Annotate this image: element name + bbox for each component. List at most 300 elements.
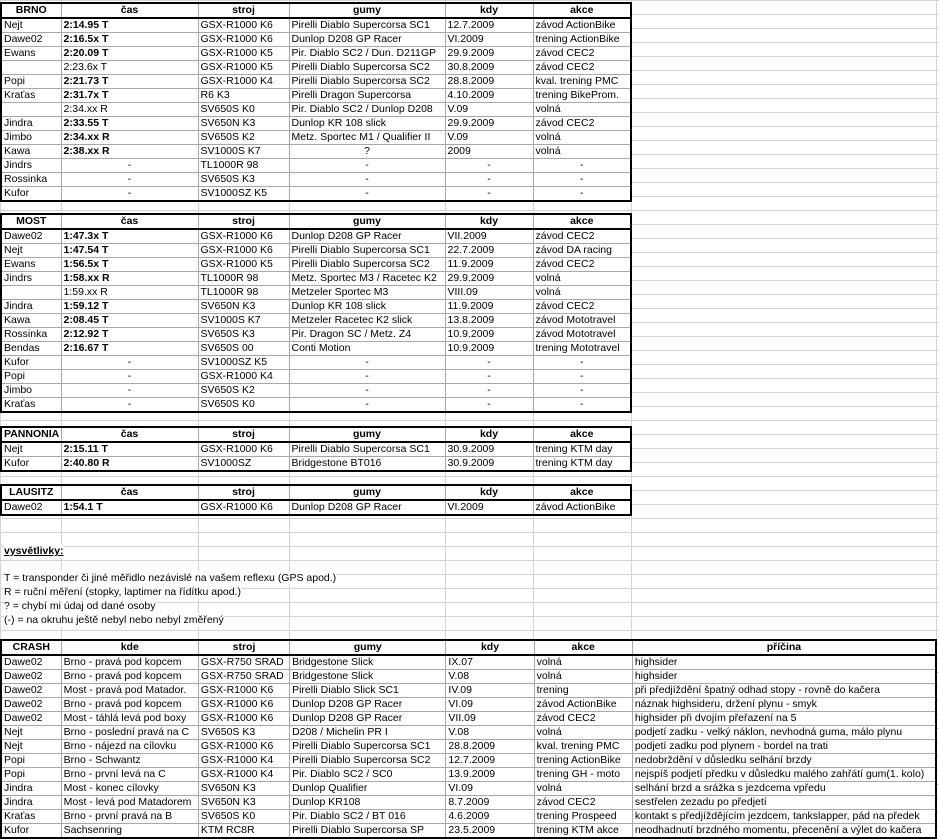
table-cell[interactable]: Bridgestone Slick	[290, 655, 446, 670]
table-cell[interactable]: -	[289, 370, 445, 384]
table-cell[interactable]: 22.7.2009	[445, 244, 533, 258]
table-cell[interactable]: 2:16.5x T	[61, 33, 198, 47]
table-cell[interactable]: V.08	[446, 726, 534, 740]
table-cell[interactable]: Bridgestone BT016	[289, 457, 445, 472]
table-cell[interactable]: Dunlop Qualifier	[290, 782, 446, 796]
table-cell[interactable]: volná	[533, 103, 631, 117]
table-cell[interactable]: Dunlop KR108	[290, 796, 446, 810]
table-cell[interactable]: Pirelli Diablo Supercorsa SC2	[289, 75, 445, 89]
table-cell[interactable]: Dunlop D208 GP Racer	[289, 229, 445, 244]
crash-header-cell[interactable]: kdy	[446, 640, 534, 655]
table-cell[interactable]	[1, 103, 61, 117]
table-cell[interactable]: Jindra	[1, 782, 61, 796]
table-cell[interactable]: Bridgestone Slick	[290, 670, 446, 684]
table-cell[interactable]: závod DA racing	[533, 244, 631, 258]
table-cell[interactable]: závod CEC2	[534, 796, 632, 810]
table-cell[interactable]: Dunlop KR 108 slick	[289, 300, 445, 314]
table-cell[interactable]: Brno - první pravá na B	[61, 810, 198, 824]
table-cell[interactable]: Jindrs	[1, 159, 61, 173]
table-cell[interactable]: trening KTM day	[533, 457, 631, 472]
table-cell[interactable]: -	[61, 356, 198, 370]
crash-header-cell[interactable]: stroj	[198, 640, 289, 655]
table-cell[interactable]: Kufor	[1, 356, 61, 370]
most-header-cell[interactable]: akce	[533, 214, 631, 229]
table-cell[interactable]: 13.9.2009	[446, 768, 534, 782]
table-cell[interactable]: -	[445, 159, 533, 173]
table-cell[interactable]: Nejt	[1, 244, 61, 258]
table-cell[interactable]: GSX-R1000 K5	[198, 61, 289, 75]
table-cell[interactable]: Most - levá pod Matadorem	[61, 796, 198, 810]
table-cell[interactable]: 8.7.2009	[446, 796, 534, 810]
brno-header-cell[interactable]: stroj	[198, 3, 289, 18]
table-cell[interactable]: -	[533, 384, 631, 398]
table-cell[interactable]: 1:59.12 T	[61, 300, 198, 314]
table-cell[interactable]: selhání brzd a srážka s jezdcema vpředu	[632, 782, 936, 796]
table-cell[interactable]: 30.9.2009	[445, 442, 533, 457]
table-cell[interactable]: Pirelli Diablo Supercorsa SC1	[289, 18, 445, 33]
table-cell[interactable]: Brno - první levá na C	[61, 768, 198, 782]
table-cell[interactable]: 13.8.2009	[445, 314, 533, 328]
table-cell[interactable]: Kawa	[1, 145, 61, 159]
table-cell[interactable]: Metz. Sportec M3 / Racetec K2	[289, 272, 445, 286]
table-cell[interactable]: GSX-R1000 K5	[198, 258, 289, 272]
most-header-cell[interactable]: MOST	[1, 214, 61, 229]
table-cell[interactable]: Pirelli Diablo Supercorsa SC2	[289, 61, 445, 75]
lausitz-header-cell[interactable]: čas	[61, 485, 198, 500]
brno-header-cell[interactable]: BRNO	[1, 3, 61, 18]
table-cell[interactable]: Metzeler Racetec K2 slick	[289, 314, 445, 328]
table-cell[interactable]: Nejt	[1, 18, 61, 33]
table-row	[1, 698, 936, 712]
table-cell[interactable]: Jimbo	[1, 384, 61, 398]
table-cell[interactable]: 11.9.2009	[445, 258, 533, 272]
table-cell[interactable]: Dawe02	[1, 500, 61, 515]
table-cell[interactable]: -	[61, 384, 198, 398]
table-cell[interactable]: GSX-R1000 K6	[198, 244, 289, 258]
table-cell[interactable]: ?	[289, 145, 445, 159]
table-cell[interactable]: Nejt	[1, 442, 61, 457]
table-cell[interactable]: Dawe02	[1, 712, 61, 726]
lausitz-header-cell[interactable]: gumy	[289, 485, 445, 500]
pannonia-header-cell[interactable]: gumy	[289, 427, 445, 442]
table-cell[interactable]: Metzeler Sportec M3	[289, 286, 445, 300]
table-cell[interactable]: -	[445, 370, 533, 384]
table-cell[interactable]: 1:47.54 T	[61, 244, 198, 258]
table-cell[interactable]: -	[289, 187, 445, 202]
table-cell[interactable]: -	[533, 159, 631, 173]
table-cell[interactable]: SV650S K3	[198, 726, 289, 740]
brno-header-cell[interactable]: gumy	[289, 3, 445, 18]
table-cell[interactable]: Dawe02	[1, 229, 61, 244]
table-cell[interactable]	[1, 286, 61, 300]
table-cell[interactable]: trening BikeProm.	[533, 89, 631, 103]
table-cell[interactable]: 11.9.2009	[445, 300, 533, 314]
table-cell[interactable]: 2:21.73 T	[61, 75, 198, 89]
table-cell[interactable]: GSX-R1000 K4	[198, 75, 289, 89]
table-cell[interactable]: Ewans	[1, 258, 61, 272]
table-cell[interactable]: Nejt	[1, 740, 61, 754]
table-cell[interactable]: Conti Motion	[289, 342, 445, 356]
table-cell[interactable]: trening Prospeed	[534, 810, 632, 824]
table-cell[interactable]: 2:12.92 T	[61, 328, 198, 342]
table-cell[interactable]: -	[445, 187, 533, 202]
table-cell[interactable]: Most - konec cílovky	[61, 782, 198, 796]
table-cell[interactable]: 10.9.2009	[445, 342, 533, 356]
table-cell[interactable]: podjetí zadku - velký náklon, nevhodná guma, málo plynu	[632, 726, 936, 740]
table-cell[interactable]: SV650S K2	[198, 384, 289, 398]
table-cell[interactable]: IX.07	[446, 655, 534, 670]
pannonia-header-cell[interactable]: kdy	[445, 427, 533, 442]
table-cell[interactable]: Rossinka	[1, 173, 61, 187]
table-cell[interactable]: závod Mototravel	[533, 314, 631, 328]
table-cell[interactable]: GSX-R1000 K5	[198, 47, 289, 61]
table-cell[interactable]: 30.9.2009	[445, 457, 533, 472]
table-cell[interactable]: GSX-R1000 K4	[198, 754, 289, 768]
table-cell[interactable]: závod CEC2	[533, 47, 631, 61]
table-cell[interactable]: volná	[533, 131, 631, 145]
table-cell[interactable]: SV650S K3	[198, 173, 289, 187]
crash-header-cell[interactable]: CRASH	[1, 640, 61, 655]
table-cell[interactable]: GSX-R1000 K6	[198, 698, 289, 712]
table-cell[interactable]: GSX-R1000 K6	[198, 500, 289, 515]
table-cell[interactable]: -	[445, 173, 533, 187]
table-cell[interactable]: volná	[533, 272, 631, 286]
table-cell[interactable]: 1:59.xx R	[61, 286, 198, 300]
table-cell[interactable]: GSX-R750 SRAD	[198, 655, 289, 670]
table-cell[interactable]: 29.9.2009	[445, 47, 533, 61]
table-cell[interactable]: trening ActionBike	[533, 33, 631, 47]
table-cell[interactable]: V.08	[446, 670, 534, 684]
table-cell[interactable]: volná	[533, 145, 631, 159]
table-cell[interactable]: Dawe02	[1, 33, 61, 47]
table-cell[interactable]: Pir. Diablo SC2 / SC0	[290, 768, 446, 782]
table-cell[interactable]: sestřelen zezadu po předjetí	[632, 796, 936, 810]
brno-header-cell[interactable]: čas	[61, 3, 198, 18]
table-cell[interactable]: -	[289, 398, 445, 413]
crash-header-cell[interactable]: akce	[534, 640, 632, 655]
table-cell[interactable]: Popi	[1, 370, 61, 384]
table-cell[interactable]: 1:47.3x T	[61, 229, 198, 244]
table-cell[interactable]: závod Mototravel	[533, 328, 631, 342]
pannonia-header-cell[interactable]: stroj	[198, 427, 289, 442]
table-cell[interactable]: highsider	[632, 655, 936, 670]
table-cell[interactable]: 2:23.6x T	[61, 61, 198, 75]
table-cell[interactable]: Pir. Diablo SC2 / Dun. D211GP	[289, 47, 445, 61]
table-cell[interactable]: Pirelli Diablo Slick SC1	[290, 684, 446, 698]
most-header-cell[interactable]: stroj	[198, 214, 289, 229]
table-cell[interactable]: Pirelli Diablo Supercorsa SC2	[290, 754, 446, 768]
table-cell[interactable]: V.09	[445, 103, 533, 117]
crash-header-cell[interactable]: gumy	[290, 640, 446, 655]
table-cell[interactable]: závod ActionBike	[533, 18, 631, 33]
table-cell[interactable]: -	[289, 356, 445, 370]
table-cell[interactable]: Pir. Diablo SC2 / BT 016	[290, 810, 446, 824]
table-cell[interactable]: GSX-R1000 K6	[198, 712, 289, 726]
table-cell[interactable]: volná	[534, 670, 632, 684]
table-cell[interactable]: Sachsenring	[61, 824, 198, 839]
table-cell[interactable]: -	[61, 370, 198, 384]
table-cell[interactable]: VI.09	[446, 698, 534, 712]
table-cell[interactable]: 4.6.2009	[446, 810, 534, 824]
lausitz-header-cell[interactable]: kdy	[445, 485, 533, 500]
table-cell[interactable]: Nejt	[1, 726, 61, 740]
table-cell[interactable]: 10.9.2009	[445, 328, 533, 342]
table-cell[interactable]: Pirelli Diablo Supercorsa SC1	[289, 442, 445, 457]
table-cell[interactable]: Most - pravá pod Matador.	[61, 684, 198, 698]
table-cell[interactable]: SV650S K0	[198, 810, 289, 824]
table-cell[interactable]: Dunlop D208 GP Racer	[290, 698, 446, 712]
table-cell[interactable]: trening KTM akce	[534, 824, 632, 839]
table-cell[interactable]: GSX-R1000 K6	[198, 229, 289, 244]
table-cell[interactable]: neodhadnutí brzdného momentu, přecenění a výlet do kačera	[632, 824, 936, 839]
table-cell[interactable]: trening Mototravel	[533, 342, 631, 356]
table-cell[interactable]: VI.2009	[445, 500, 533, 515]
table-cell[interactable]: Bendas	[1, 342, 61, 356]
table-cell[interactable]: GSX-R1000 K6	[198, 442, 289, 457]
table-cell[interactable]: 2:38.xx R	[61, 145, 198, 159]
table-cell[interactable]: Pir. Dragon SC / Metz. Z4	[289, 328, 445, 342]
pannonia-header-cell[interactable]: PANNONIA	[1, 427, 61, 442]
table-cell[interactable]: -	[61, 398, 198, 413]
table-cell[interactable]: Brno - pravá pod kopcem	[61, 670, 198, 684]
table-cell[interactable]: volná	[533, 286, 631, 300]
table-cell[interactable]: IV.09	[446, 684, 534, 698]
table-cell[interactable]: Brno - nájezd na cílovku	[61, 740, 198, 754]
table-cell[interactable]: volná	[534, 726, 632, 740]
table-cell[interactable]: -	[61, 173, 198, 187]
table-cell[interactable]: SV1000SZ K5	[198, 356, 289, 370]
table-cell[interactable]: 12.7.2009	[446, 754, 534, 768]
table-cell[interactable]: závod CEC2	[534, 712, 632, 726]
table-cell[interactable]: -	[533, 370, 631, 384]
table-cell[interactable]: GSX-R1000 K6	[198, 18, 289, 33]
table-cell[interactable]: VI.2009	[445, 33, 533, 47]
table-cell[interactable]: Dunlop KR 108 slick	[289, 117, 445, 131]
table-cell[interactable]: trening	[534, 684, 632, 698]
table-cell[interactable]: Popi	[1, 768, 61, 782]
table-cell[interactable]: Popi	[1, 75, 61, 89]
table-cell[interactable]: 2:34.xx R	[61, 131, 198, 145]
table-cell[interactable]: Kufor	[1, 187, 61, 202]
most-header-cell[interactable]: čas	[61, 214, 198, 229]
table-cell[interactable]: trening GH - moto	[534, 768, 632, 782]
crash-header-cell[interactable]: příčina	[632, 640, 936, 655]
table-cell[interactable]: SV650S 00	[198, 342, 289, 356]
table-cell[interactable]: -	[289, 384, 445, 398]
pannonia-header-cell[interactable]: akce	[533, 427, 631, 442]
table-cell[interactable]: 28.8.2009	[446, 740, 534, 754]
lausitz-header-cell[interactable]: stroj	[198, 485, 289, 500]
table-cell[interactable]: V.09	[445, 131, 533, 145]
legend-line-dash: (-) = na okruhu ještě nebyl nebo nebyl změřený	[4, 614, 224, 626]
table-cell[interactable]: Pirelli Dragon Supercorsa	[289, 89, 445, 103]
table-cell[interactable]	[1, 61, 61, 75]
table-cell[interactable]: Ewans	[1, 47, 61, 61]
table-cell[interactable]: závod CEC2	[533, 117, 631, 131]
table-cell[interactable]: Dunlop D208 GP Racer	[290, 712, 446, 726]
table-cell[interactable]: GSX-R1000 K6	[198, 684, 289, 698]
table-cell[interactable]: Brno - pravá pod kopcem	[61, 698, 198, 712]
legend-line-q: ? = chybí mi údaj od dané osoby	[4, 600, 156, 612]
table-cell[interactable]: 2:31.7x T	[61, 89, 198, 103]
table-cell[interactable]: -	[533, 398, 631, 413]
table-cell[interactable]: GSX-R1000 K6	[198, 33, 289, 47]
table-cell[interactable]: VII.09	[446, 712, 534, 726]
table-cell[interactable]: VIII.09	[445, 286, 533, 300]
table-cell[interactable]: SV650S K0	[198, 103, 289, 117]
table-cell[interactable]: Brno - Schwantz	[61, 754, 198, 768]
table-cell[interactable]: -	[445, 384, 533, 398]
table-cell[interactable]: Popi	[1, 754, 61, 768]
most-header-cell[interactable]: gumy	[289, 214, 445, 229]
table-cell[interactable]: Most - táhlá levá pod boxy	[61, 712, 198, 726]
table-cell[interactable]: kontakt s předjíždějícím jezdcem, tankslapper, pád na předek	[632, 810, 936, 824]
pannonia-header-cell[interactable]: čas	[61, 427, 198, 442]
table-cell[interactable]: 1:54.1 T	[61, 500, 198, 515]
table-cell[interactable]: 1:58.xx R	[61, 272, 198, 286]
table-cell[interactable]: TL1000R 98	[198, 286, 289, 300]
table-cell[interactable]: Dawe02	[1, 684, 61, 698]
table-cell[interactable]: Jindra	[1, 300, 61, 314]
table-cell[interactable]: závod CEC2	[533, 258, 631, 272]
table-cell[interactable]: 2:15.11 T	[61, 442, 198, 457]
table-cell[interactable]: GSX-R750 SRAD	[198, 670, 289, 684]
most-header-cell[interactable]: kdy	[445, 214, 533, 229]
table-cell[interactable]: -	[61, 159, 198, 173]
table-cell[interactable]: Pirelli Diablo Supercorsa SP	[290, 824, 446, 839]
table-cell[interactable]: -	[533, 187, 631, 202]
table-cell[interactable]: nejspíš podjetí předku v důsledku malého zahřátí gum(1. kolo)	[632, 768, 936, 782]
table-cell[interactable]: Dunlop D208 GP Racer	[289, 500, 445, 515]
brno-header-cell[interactable]: akce	[533, 3, 631, 18]
table-cell[interactable]: SV1000S K7	[198, 145, 289, 159]
table-cell[interactable]: TL1000R 98	[198, 272, 289, 286]
table-cell[interactable]: SV650N K3	[198, 117, 289, 131]
table-cell[interactable]: Kraťas	[1, 398, 61, 413]
table-cell[interactable]: závod ActionBike	[533, 500, 631, 515]
table-cell[interactable]: 2:08.45 T	[61, 314, 198, 328]
table-cell[interactable]: Metz. Sportec M1 / Qualifier II	[289, 131, 445, 145]
table-cell[interactable]: 2:33.55 T	[61, 117, 198, 131]
table-cell[interactable]: Jindra	[1, 117, 61, 131]
table-cell[interactable]: SV650S K3	[198, 328, 289, 342]
table-row	[1, 229, 631, 244]
table-cell[interactable]: trening ActionBike	[534, 754, 632, 768]
table-cell[interactable]: SV1000SZ	[198, 457, 289, 472]
table-cell[interactable]: SV1000SZ K5	[198, 187, 289, 202]
table-cell[interactable]: -	[289, 173, 445, 187]
table-cell[interactable]: Jimbo	[1, 131, 61, 145]
table-cell[interactable]: SV650S K2	[198, 131, 289, 145]
table-cell[interactable]: VI.09	[446, 782, 534, 796]
brno-header-cell[interactable]: kdy	[445, 3, 533, 18]
table-cell[interactable]: kval. trening PMC	[534, 740, 632, 754]
table-cell[interactable]: GSX-R1000 K4	[198, 370, 289, 384]
table-cell[interactable]: 2:34.xx R	[61, 103, 198, 117]
table-cell[interactable]: náznak highsideru, držení plynu - smyk	[632, 698, 936, 712]
table-cell[interactable]: -	[533, 356, 631, 370]
table-cell[interactable]: -	[445, 356, 533, 370]
table-cell[interactable]: Kufor	[1, 457, 61, 472]
table-cell[interactable]: volná	[534, 655, 632, 670]
table-cell[interactable]: Pirelli Diablo Supercorsa SC1	[289, 244, 445, 258]
table-cell[interactable]: SV650N K3	[198, 300, 289, 314]
table-cell[interactable]: Brno - poslední pravá na C	[61, 726, 198, 740]
table-cell[interactable]: závod CEC2	[533, 300, 631, 314]
table-cell[interactable]: Rossinka	[1, 328, 61, 342]
table-cell[interactable]: 28.8.2009	[445, 75, 533, 89]
table-cell[interactable]: při předjíždění špatný odhad stopy - rovně do kačera	[632, 684, 936, 698]
table-cell[interactable]: Kufor	[1, 824, 61, 839]
table-cell[interactable]: -	[445, 398, 533, 413]
table-cell[interactable]: Pirelli Diablo Supercorsa SC2	[289, 258, 445, 272]
table-cell[interactable]: volná	[534, 782, 632, 796]
table-cell[interactable]: 2:40.80 R	[61, 457, 198, 472]
table-cell[interactable]: Pir. Diablo SC2 / Dunlop D208	[289, 103, 445, 117]
table-cell[interactable]: Jindra	[1, 796, 61, 810]
lausitz-header-cell[interactable]: LAUSITZ	[1, 485, 61, 500]
table-cell[interactable]: podjetí zadku pod plynem - bordel na trati	[632, 740, 936, 754]
table-cell[interactable]: 29.9.2009	[445, 117, 533, 131]
table-cell[interactable]: 29.9.2009	[445, 272, 533, 286]
crash-header-cell[interactable]: kde	[61, 640, 198, 655]
table-cell[interactable]: 2:20.09 T	[61, 47, 198, 61]
table-cell[interactable]: 1:56.5x T	[61, 258, 198, 272]
table-cell[interactable]: Pirelli Diablo Supercorsa SC1	[290, 740, 446, 754]
table-cell[interactable]: 2009	[445, 145, 533, 159]
table-cell[interactable]: SV650S K0	[198, 398, 289, 413]
table-cell[interactable]: 12.7.2009	[445, 18, 533, 33]
table-cell[interactable]: Dawe02	[1, 655, 61, 670]
table-cell[interactable]: Dawe02	[1, 698, 61, 712]
table-cell[interactable]: trening KTM day	[533, 442, 631, 457]
table-cell[interactable]: highsider při dvojím přeřazení na 5	[632, 712, 936, 726]
table-cell[interactable]: 4.10.2009	[445, 89, 533, 103]
table-cell[interactable]: závod ActionBike	[534, 698, 632, 712]
table-cell[interactable]: Jindrs	[1, 272, 61, 286]
table-cell[interactable]: SV650N K3	[198, 796, 289, 810]
table-cell[interactable]: -	[289, 159, 445, 173]
table-cell[interactable]: závod CEC2	[533, 229, 631, 244]
table-cell[interactable]: VII.2009	[445, 229, 533, 244]
table-cell[interactable]: 23.5.2009	[446, 824, 534, 839]
table-cell[interactable]: D208 / Michelin PR I	[290, 726, 446, 740]
table-cell[interactable]: závod CEC2	[533, 61, 631, 75]
table-cell[interactable]: 30.8.2009	[445, 61, 533, 75]
table-cell[interactable]: 2:16.67 T	[61, 342, 198, 356]
table-cell[interactable]: kval. trening PMC	[533, 75, 631, 89]
table-cell[interactable]: Brno - pravá pod kopcem	[61, 655, 198, 670]
table-cell[interactable]: -	[533, 173, 631, 187]
table-cell[interactable]: Kawa	[1, 314, 61, 328]
table-cell[interactable]: SV1000S K7	[198, 314, 289, 328]
table-cell[interactable]: R6 K3	[198, 89, 289, 103]
table-cell[interactable]: GSX-R1000 K6	[198, 740, 289, 754]
table-cell[interactable]: Dunlop D208 GP Racer	[289, 33, 445, 47]
table-cell[interactable]: GSX-R1000 K4	[198, 768, 289, 782]
table-cell[interactable]: -	[61, 187, 198, 202]
table-cell[interactable]: nedobrždění v důsledku selhání brzdy	[632, 754, 936, 768]
table-cell[interactable]: Kraťas	[1, 810, 61, 824]
table-cell[interactable]: KTM RC8R	[198, 824, 289, 839]
table-cell[interactable]: TL1000R 98	[198, 159, 289, 173]
table-cell[interactable]: 2:14.95 T	[61, 18, 198, 33]
table-cell[interactable]: Kraťas	[1, 89, 61, 103]
table-cell[interactable]: SV650N K3	[198, 782, 289, 796]
lausitz-header-cell[interactable]: akce	[533, 485, 631, 500]
table-cell[interactable]: highsider	[632, 670, 936, 684]
table-cell[interactable]: Dawe02	[1, 670, 61, 684]
